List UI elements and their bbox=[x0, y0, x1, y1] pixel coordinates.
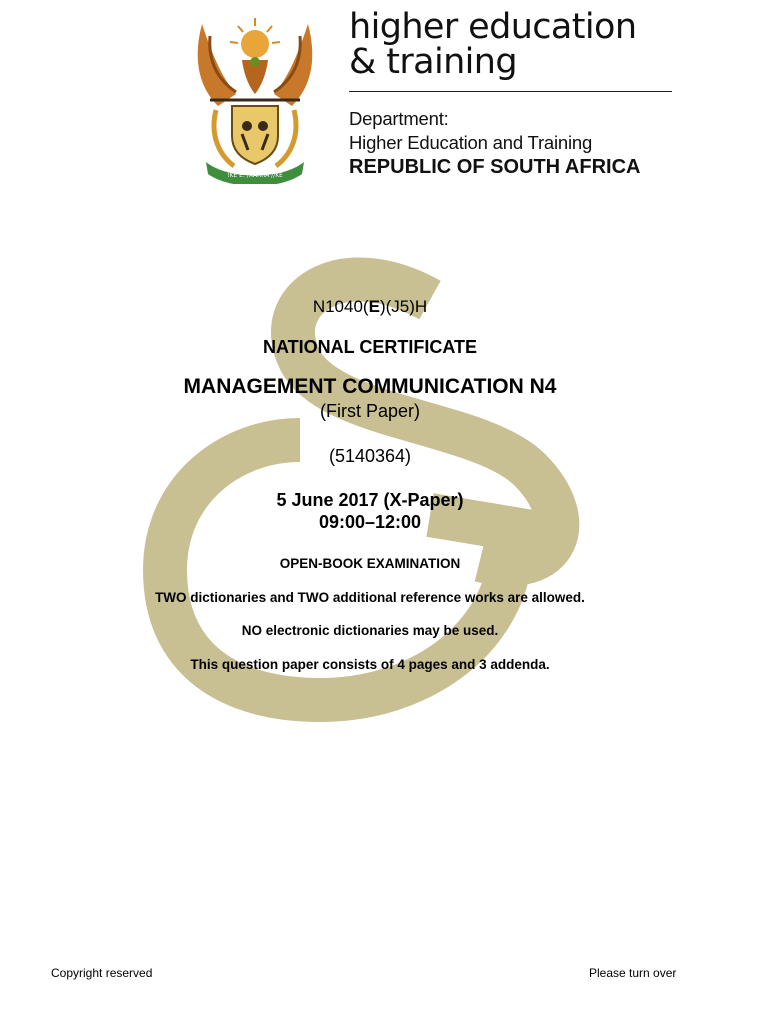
subject-title: MANAGEMENT COMMUNICATION N4 bbox=[183, 375, 557, 398]
brand-divider bbox=[349, 91, 672, 92]
paper-number: (5140364) bbox=[328, 446, 412, 466]
brand-line-1: higher education bbox=[349, 7, 637, 47]
paper-code-language: E bbox=[368, 297, 380, 316]
pages-note: This question paper consists of 4 pages and 3 addenda. bbox=[190, 657, 550, 672]
paper-code-suffix: )(J5)H bbox=[379, 297, 428, 316]
department-label: Department: bbox=[349, 108, 449, 129]
electronic-note: NO electronic dictionaries may be used. bbox=[241, 623, 499, 638]
paper-label: (First Paper) bbox=[319, 401, 420, 421]
exam-date: 5 June 2017 (X-Paper) bbox=[276, 490, 464, 510]
exam-type: OPEN-BOOK EXAMINATION bbox=[279, 556, 461, 571]
document-header bbox=[0, 0, 770, 200]
paper-code-prefix: N1040( bbox=[312, 297, 369, 316]
exam-time: 09:00–12:00 bbox=[318, 512, 422, 532]
department-name: Higher Education and Training bbox=[349, 132, 593, 153]
dictionaries-note: TWO dictionaries and TWO additional reference works are allowed. bbox=[155, 590, 585, 605]
paper-code bbox=[0, 297, 740, 317]
department-block bbox=[349, 107, 640, 179]
copyright-footer: Copyright reserved bbox=[51, 966, 153, 980]
country-name: REPUBLIC OF SOUTH AFRICA bbox=[349, 156, 641, 178]
brand-line-2: & training bbox=[349, 42, 518, 82]
certificate-title: NATIONAL CERTIFICATE bbox=[263, 337, 477, 357]
turn-over-footer: Please turn over bbox=[589, 966, 677, 980]
crest-motto: !KE E: /XARRA //KE bbox=[227, 172, 283, 179]
coat-of-arms-icon bbox=[188, 14, 322, 184]
department-brand bbox=[349, 7, 679, 178]
